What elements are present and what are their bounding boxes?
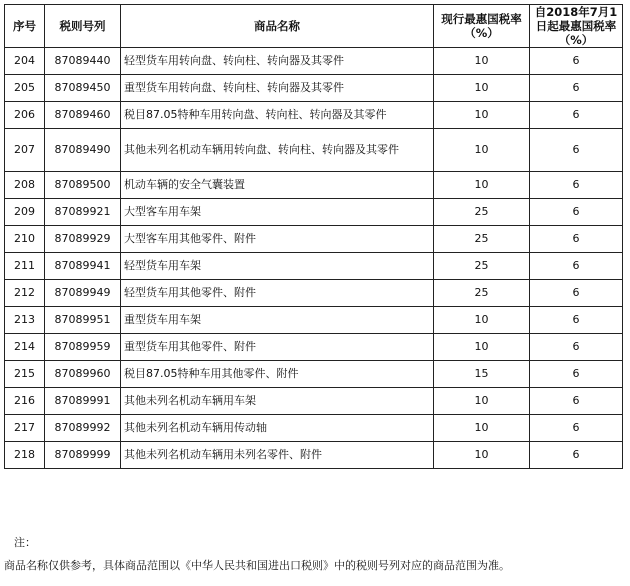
new-rate-cell: 6 (530, 75, 623, 102)
product-name-cell: 重型货车用车架 (121, 307, 434, 334)
current-rate-cell: 10 (434, 415, 530, 442)
serial-cell: 204 (5, 48, 45, 75)
product-name-cell: 税目87.05特种车用其他零件、附件 (121, 361, 434, 388)
new-rate-cell: 6 (530, 226, 623, 253)
table-row (5, 253, 623, 280)
product-name-cell: 轻型货车用其他零件、附件 (121, 280, 434, 307)
table-row (5, 48, 623, 75)
serial-cell: 214 (5, 334, 45, 361)
table-row (5, 361, 623, 388)
product-name-cell: 其他未列名机动车辆用未列名零件、附件 (121, 442, 434, 469)
current-rate-cell: 10 (434, 48, 530, 75)
tariff-code-cell: 87089992 (45, 415, 121, 442)
current-rate-cell: 25 (434, 199, 530, 226)
current-rate-cell: 25 (434, 280, 530, 307)
current-rate-cell: 10 (434, 129, 530, 172)
serial-cell: 207 (5, 129, 45, 172)
tariff-code-cell: 87089959 (45, 334, 121, 361)
table-row (5, 226, 623, 253)
new-rate-cell: 6 (530, 253, 623, 280)
tariff-code-cell: 87089951 (45, 307, 121, 334)
product-name-cell: 其他未列名机动车辆用转向盘、转向柱、转向器及其零件 (121, 129, 434, 172)
note-text: 商品名称仅供参考，具体商品范围以《中华人民共和国进出口税则》中的税则号列对应的商品范围为准。 (4, 559, 510, 572)
serial-cell: 210 (5, 226, 45, 253)
new-rate-cell: 6 (530, 388, 623, 415)
new-rate-cell: 6 (530, 280, 623, 307)
product-name-cell: 其他未列名机动车辆用传动轴 (121, 415, 434, 442)
table-row (5, 307, 623, 334)
current-rate-cell: 25 (434, 253, 530, 280)
serial-cell: 211 (5, 253, 45, 280)
new-rate-cell: 6 (530, 199, 623, 226)
product-name-cell: 税目87.05特种车用转向盘、转向柱、转向器及其零件 (121, 102, 434, 129)
table-body (5, 48, 623, 469)
tariff-code-cell: 87089921 (45, 199, 121, 226)
new-rate-cell: 6 (530, 415, 623, 442)
product-name-cell: 大型客车用车架 (121, 199, 434, 226)
serial-cell: 206 (5, 102, 45, 129)
header-current-mfn-rate: 现行最惠国税率（%） (434, 5, 530, 48)
serial-cell: 212 (5, 280, 45, 307)
serial-cell: 205 (5, 75, 45, 102)
current-rate-cell: 10 (434, 75, 530, 102)
current-rate-cell: 10 (434, 442, 530, 469)
current-rate-cell: 15 (434, 361, 530, 388)
new-rate-cell: 6 (530, 172, 623, 199)
tariff-code-cell: 87089960 (45, 361, 121, 388)
tariff-code-cell: 87089440 (45, 48, 121, 75)
table-row (5, 415, 623, 442)
product-name-cell: 大型客车用其他零件、附件 (121, 226, 434, 253)
tariff-code-cell: 87089929 (45, 226, 121, 253)
header-serial: 序号 (5, 5, 45, 48)
new-rate-cell: 6 (530, 129, 623, 172)
serial-cell: 216 (5, 388, 45, 415)
table-row (5, 442, 623, 469)
tariff-code-cell: 87089460 (45, 102, 121, 129)
tariff-code-cell: 87089941 (45, 253, 121, 280)
tariff-code-cell: 87089450 (45, 75, 121, 102)
new-rate-cell: 6 (530, 361, 623, 388)
header-new-mfn-rate: 自2018年7月1日起最惠国税率（%） (530, 5, 623, 48)
new-rate-cell: 6 (530, 102, 623, 129)
table-row (5, 280, 623, 307)
header-tariff-code: 税则号列 (45, 5, 121, 48)
current-rate-cell: 25 (434, 226, 530, 253)
current-rate-cell: 10 (434, 388, 530, 415)
serial-cell: 209 (5, 199, 45, 226)
tariff-table (4, 4, 623, 469)
table-row (5, 129, 623, 172)
product-name-cell: 重型货车用其他零件、附件 (121, 334, 434, 361)
tariff-code-cell: 87089991 (45, 388, 121, 415)
table-row (5, 172, 623, 199)
product-name-cell: 其他未列名机动车辆用车架 (121, 388, 434, 415)
note-label: 注： (14, 536, 36, 549)
table-row (5, 388, 623, 415)
product-name-cell: 机动车辆的安全气囊装置 (121, 172, 434, 199)
serial-cell: 218 (5, 442, 45, 469)
tariff-code-cell: 87089949 (45, 280, 121, 307)
tariff-code-cell: 87089490 (45, 129, 121, 172)
serial-cell: 213 (5, 307, 45, 334)
table-header-row (5, 5, 623, 48)
product-name-cell: 轻型货车用转向盘、转向柱、转向器及其零件 (121, 48, 434, 75)
current-rate-cell: 10 (434, 102, 530, 129)
new-rate-cell: 6 (530, 442, 623, 469)
table-row (5, 75, 623, 102)
serial-cell: 208 (5, 172, 45, 199)
new-rate-cell: 6 (530, 48, 623, 75)
new-rate-cell: 6 (530, 334, 623, 361)
table-row (5, 334, 623, 361)
current-rate-cell: 10 (434, 334, 530, 361)
product-name-cell: 轻型货车用车架 (121, 253, 434, 280)
header-product-name: 商品名称 (121, 5, 434, 48)
tariff-code-cell: 87089999 (45, 442, 121, 469)
new-rate-cell: 6 (530, 307, 623, 334)
table-row (5, 102, 623, 129)
tariff-code-cell: 87089500 (45, 172, 121, 199)
current-rate-cell: 10 (434, 172, 530, 199)
serial-cell: 217 (5, 415, 45, 442)
table-row (5, 199, 623, 226)
product-name-cell: 重型货车用转向盘、转向柱、转向器及其零件 (121, 75, 434, 102)
current-rate-cell: 10 (434, 307, 530, 334)
serial-cell: 215 (5, 361, 45, 388)
